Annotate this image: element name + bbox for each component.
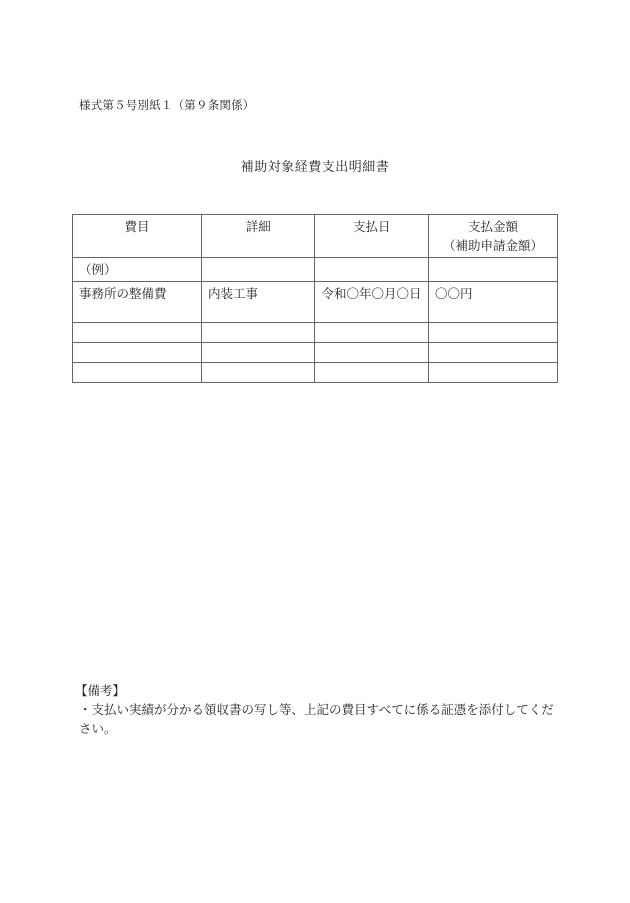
header-payment-amount: 支払金額 （補助申請金額） (428, 215, 557, 258)
header-payment-date: 支払日 (315, 215, 428, 258)
expense-detail-table (72, 214, 558, 383)
form-number: 様式第５号別紙１（第９条関係） (79, 98, 255, 112)
table-row (73, 363, 558, 383)
cell-expense-item: 事務所の整備費 (73, 282, 202, 323)
cell-payment-amount: 〇〇円 (428, 282, 557, 323)
table-cell (202, 258, 315, 282)
cell-payment-date (315, 323, 428, 343)
table-row (73, 323, 558, 343)
table-cell (428, 258, 557, 282)
header-expense-item: 費目 (73, 215, 202, 258)
cell-expense-item (73, 323, 202, 343)
cell-payment-date: 令和〇年〇月〇日 (315, 282, 428, 323)
header-details: 詳細 (202, 215, 315, 258)
remarks-text: ・支払い実績が分かる領収書の写し等、上記の費目すべてに係る証憑を添付してください。 (79, 702, 554, 736)
cell-payment-date (315, 343, 428, 363)
cell-payment-amount (428, 343, 557, 363)
cell-expense-item (73, 343, 202, 363)
table-row (73, 343, 558, 363)
cell-details (202, 343, 315, 363)
table-header-row (73, 215, 558, 258)
table-row-example-label (73, 258, 558, 282)
header-payment-amount-sub: （補助申請金額） (442, 238, 543, 253)
table-row (73, 282, 558, 323)
example-label: （例） (73, 258, 202, 282)
cell-payment-amount (428, 323, 557, 343)
remarks-heading: 【備考】 (75, 683, 126, 698)
cell-details: 内装工事 (202, 282, 315, 323)
cell-details (202, 363, 315, 383)
table-cell (315, 258, 428, 282)
cell-details (202, 323, 315, 343)
cell-payment-date (315, 363, 428, 383)
cell-payment-amount (428, 363, 557, 383)
cell-expense-item (73, 363, 202, 383)
document-title: 補助対象経費支出明細書 (240, 160, 390, 175)
